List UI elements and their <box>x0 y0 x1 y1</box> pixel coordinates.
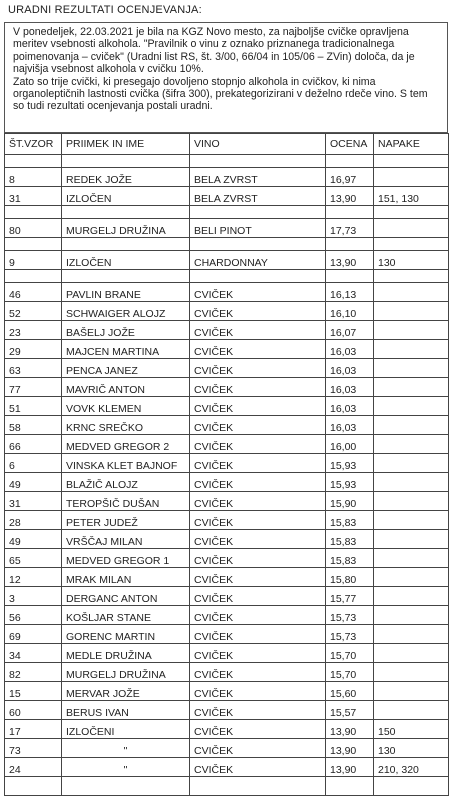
column-header: VINO <box>190 134 326 155</box>
spacer-row <box>5 155 449 168</box>
table-row <box>5 682 449 701</box>
sample-number-cell: 31 <box>5 187 62 206</box>
score-cell: 16,07 <box>326 321 374 340</box>
table-row <box>5 587 449 606</box>
sample-number-cell: 69 <box>5 625 62 644</box>
column-header: ŠT.VZOR <box>5 134 62 155</box>
score-cell: 15,73 <box>326 606 374 625</box>
wine-cell: CVIČEK <box>190 625 326 644</box>
faults-cell: 130 <box>374 251 449 270</box>
faults-cell <box>374 416 449 435</box>
table-row <box>5 340 449 359</box>
sample-number-cell: 3 <box>5 587 62 606</box>
faults-cell <box>374 359 449 378</box>
faults-cell: 210, 320 <box>374 758 449 777</box>
wine-cell: CVIČEK <box>190 302 326 321</box>
faults-cell <box>374 321 449 340</box>
table-row <box>5 321 449 340</box>
faults-cell <box>374 606 449 625</box>
faults-cell <box>374 549 449 568</box>
empty-cell <box>374 206 449 219</box>
score-cell: 13,90 <box>326 739 374 758</box>
empty-cell <box>190 206 326 219</box>
empty-cell <box>374 238 449 251</box>
faults-cell <box>374 511 449 530</box>
score-cell: 15,77 <box>326 587 374 606</box>
empty-cell <box>62 206 190 219</box>
empty-cell <box>62 238 190 251</box>
sample-number-cell: 80 <box>5 219 62 238</box>
faults-cell <box>374 340 449 359</box>
name-cell: BLAŽIČ ALOJZ <box>62 473 190 492</box>
score-cell: 16,00 <box>326 435 374 454</box>
name-cell: TEROPŠIČ DUŠAN <box>62 492 190 511</box>
score-cell: 15,83 <box>326 511 374 530</box>
score-cell: 16,13 <box>326 283 374 302</box>
empty-cell <box>190 155 326 168</box>
wine-cell: BELA ZVRST <box>190 168 326 187</box>
name-cell: MEDVED GREGOR 2 <box>62 435 190 454</box>
results-table <box>4 133 449 796</box>
table-row <box>5 473 449 492</box>
sample-number-cell: 73 <box>5 739 62 758</box>
wine-cell: CVIČEK <box>190 682 326 701</box>
wine-cell: CVIČEK <box>190 644 326 663</box>
score-cell <box>326 777 374 796</box>
intro-text: V ponedeljek, 22.03.2021 je bila na KGZ Novo mesto, za najboljše cvičke opravljena meritev vsebnosti alkohola. "Pravilnik o vinu z oznako priznanega tradicionalnega poimenovanja – cviček" (Uradni list RS, št. 3/00, 66/04 in 105/06 – ZVin) določa, da je najvišja vsebnost alkohola v cvičku 10%. Zato so trije cvički, ki presegajo dovoljeno stopnjo alkohola in cvičkov, ki nima organoleptičnih lastnosti cvička (šifra 300), prekategorizirani v deželno rdeče vino. S tem so tudi rezultati ocenjevanja postali uradni. <box>4 22 448 133</box>
faults-cell <box>374 435 449 454</box>
faults-cell: 130 <box>374 739 449 758</box>
faults-cell <box>374 587 449 606</box>
name-cell: SCHWAIGER ALOJZ <box>62 302 190 321</box>
name-cell: PETER JUDEŽ <box>62 511 190 530</box>
sample-number-cell: 49 <box>5 530 62 549</box>
wine-cell: CHARDONNAY <box>190 251 326 270</box>
score-cell: 16,03 <box>326 378 374 397</box>
score-cell: 15,73 <box>326 625 374 644</box>
faults-cell <box>374 644 449 663</box>
table-row <box>5 644 449 663</box>
score-cell: 15,57 <box>326 701 374 720</box>
score-cell: 17,73 <box>326 219 374 238</box>
faults-cell: 151, 130 <box>374 187 449 206</box>
wine-cell: CVIČEK <box>190 416 326 435</box>
empty-cell <box>62 270 190 283</box>
table-header-row <box>5 134 449 155</box>
empty-cell <box>62 155 190 168</box>
wine-cell: CVIČEK <box>190 492 326 511</box>
wine-cell: CVIČEK <box>190 378 326 397</box>
sample-number-cell: 23 <box>5 321 62 340</box>
table-row <box>5 606 449 625</box>
table-row <box>5 454 449 473</box>
empty-cell <box>374 155 449 168</box>
table-row <box>5 492 449 511</box>
table-row <box>5 219 449 238</box>
sample-number-cell: 60 <box>5 701 62 720</box>
table-row <box>5 549 449 568</box>
score-cell: 13,90 <box>326 720 374 739</box>
empty-cell <box>326 155 374 168</box>
table-row <box>5 739 449 758</box>
faults-cell <box>374 625 449 644</box>
score-cell: 16,97 <box>326 168 374 187</box>
faults-cell: 150 <box>374 720 449 739</box>
wine-cell: CVIČEK <box>190 397 326 416</box>
sample-number-cell: 24 <box>5 758 62 777</box>
sample-number-cell: 15 <box>5 682 62 701</box>
faults-cell <box>374 473 449 492</box>
wine-cell <box>190 777 326 796</box>
faults-cell <box>374 663 449 682</box>
faults-cell <box>374 168 449 187</box>
faults-cell <box>374 378 449 397</box>
table-row <box>5 568 449 587</box>
sample-number-cell: 31 <box>5 492 62 511</box>
sample-number-cell: 12 <box>5 568 62 587</box>
name-cell: " <box>62 739 190 758</box>
sample-number-cell: 49 <box>5 473 62 492</box>
empty-cell <box>326 238 374 251</box>
empty-cell <box>5 155 62 168</box>
name-cell: " <box>62 758 190 777</box>
table-row <box>5 435 449 454</box>
spacer-row <box>5 206 449 219</box>
faults-cell <box>374 568 449 587</box>
table-row <box>5 359 449 378</box>
wine-cell: CVIČEK <box>190 701 326 720</box>
table-row <box>5 663 449 682</box>
score-cell: 15,70 <box>326 644 374 663</box>
score-cell: 16,10 <box>326 302 374 321</box>
wine-cell: CVIČEK <box>190 568 326 587</box>
table-row <box>5 187 449 206</box>
table-row <box>5 625 449 644</box>
name-cell: IZLOČEN <box>62 187 190 206</box>
name-cell: VRŠČAJ MILAN <box>62 530 190 549</box>
spacer-row <box>5 238 449 251</box>
sample-number-cell: 58 <box>5 416 62 435</box>
name-cell: IZLOČENI <box>62 720 190 739</box>
table-row <box>5 302 449 321</box>
score-cell: 16,03 <box>326 416 374 435</box>
wine-cell: CVIČEK <box>190 587 326 606</box>
wine-cell: CVIČEK <box>190 530 326 549</box>
score-cell: 16,03 <box>326 397 374 416</box>
sample-number-cell: 34 <box>5 644 62 663</box>
name-cell: BERUS IVAN <box>62 701 190 720</box>
faults-cell <box>374 777 449 796</box>
empty-cell <box>5 270 62 283</box>
table-row <box>5 720 449 739</box>
name-cell: KRNC SREČKO <box>62 416 190 435</box>
faults-cell <box>374 492 449 511</box>
wine-cell: CVIČEK <box>190 321 326 340</box>
table-row <box>5 758 449 777</box>
score-cell: 16,03 <box>326 340 374 359</box>
sample-number-cell: 51 <box>5 397 62 416</box>
sample-number-cell: 46 <box>5 283 62 302</box>
sample-number-cell: 52 <box>5 302 62 321</box>
sample-number-cell: 29 <box>5 340 62 359</box>
wine-cell: BELA ZVRST <box>190 187 326 206</box>
wine-cell: CVIČEK <box>190 511 326 530</box>
column-header: PRIIMEK IN IME <box>62 134 190 155</box>
column-header: OCENA <box>326 134 374 155</box>
faults-cell <box>374 302 449 321</box>
sample-number-cell: 17 <box>5 720 62 739</box>
name-cell: MAVRIČ ANTON <box>62 378 190 397</box>
sample-number-cell: 66 <box>5 435 62 454</box>
name-cell: IZLOČEN <box>62 251 190 270</box>
name-cell: MRAK MILAN <box>62 568 190 587</box>
name-cell: MURGELJ DRUŽINA <box>62 663 190 682</box>
table-row <box>5 168 449 187</box>
name-cell <box>62 777 190 796</box>
name-cell: MURGELJ DRUŽINA <box>62 219 190 238</box>
wine-cell: CVIČEK <box>190 473 326 492</box>
score-cell: 15,93 <box>326 473 374 492</box>
score-cell: 15,60 <box>326 682 374 701</box>
name-cell: GORENC MARTIN <box>62 625 190 644</box>
faults-cell <box>374 397 449 416</box>
sample-number-cell: 8 <box>5 168 62 187</box>
score-cell: 13,90 <box>326 187 374 206</box>
name-cell: MAJCEN MARTINA <box>62 340 190 359</box>
sample-number-cell: 77 <box>5 378 62 397</box>
score-cell: 15,83 <box>326 530 374 549</box>
sample-number-cell: 65 <box>5 549 62 568</box>
wine-cell: CVIČEK <box>190 549 326 568</box>
sample-number-cell: 63 <box>5 359 62 378</box>
name-cell: MERVAR JOŽE <box>62 682 190 701</box>
name-cell: VINSKA KLET BAJNOF <box>62 454 190 473</box>
table-row <box>5 397 449 416</box>
wine-cell: CVIČEK <box>190 720 326 739</box>
name-cell: BAŠELJ JOŽE <box>62 321 190 340</box>
name-cell: MEDLE DRUŽINA <box>62 644 190 663</box>
wine-cell: CVIČEK <box>190 340 326 359</box>
faults-cell <box>374 682 449 701</box>
score-cell: 15,83 <box>326 549 374 568</box>
name-cell: DERGANC ANTON <box>62 587 190 606</box>
score-cell: 13,90 <box>326 758 374 777</box>
table-row <box>5 251 449 270</box>
wine-cell: CVIČEK <box>190 454 326 473</box>
page-title: URADNI REZULTATI OCENJEVANJA: <box>8 4 202 16</box>
sample-number-cell: 28 <box>5 511 62 530</box>
wine-cell: CVIČEK <box>190 359 326 378</box>
name-cell: PENCA JANEZ <box>62 359 190 378</box>
faults-cell <box>374 219 449 238</box>
score-cell: 15,90 <box>326 492 374 511</box>
empty-cell <box>190 270 326 283</box>
sample-number-cell: 6 <box>5 454 62 473</box>
name-cell: VOVK KLEMEN <box>62 397 190 416</box>
column-header: NAPAKE <box>374 134 449 155</box>
wine-cell: BELI PINOT <box>190 219 326 238</box>
score-cell: 13,90 <box>326 251 374 270</box>
wine-cell: CVIČEK <box>190 758 326 777</box>
table-row <box>5 283 449 302</box>
name-cell: PAVLIN BRANE <box>62 283 190 302</box>
sample-number-cell <box>5 777 62 796</box>
faults-cell <box>374 530 449 549</box>
score-cell: 15,70 <box>326 663 374 682</box>
faults-cell <box>374 454 449 473</box>
empty-cell <box>374 270 449 283</box>
name-cell: MEDVED GREGOR 1 <box>62 549 190 568</box>
wine-cell: CVIČEK <box>190 435 326 454</box>
table-row <box>5 511 449 530</box>
table-row <box>5 530 449 549</box>
sample-number-cell: 56 <box>5 606 62 625</box>
table-row <box>5 701 449 720</box>
name-cell: KOŠLJAR STANE <box>62 606 190 625</box>
empty-cell <box>5 238 62 251</box>
empty-cell <box>5 206 62 219</box>
name-cell: REDEK JOŽE <box>62 168 190 187</box>
sample-number-cell: 9 <box>5 251 62 270</box>
table-row <box>5 416 449 435</box>
score-cell: 15,93 <box>326 454 374 473</box>
wine-cell: CVIČEK <box>190 283 326 302</box>
table-row <box>5 378 449 397</box>
empty-cell <box>190 238 326 251</box>
sample-number-cell: 82 <box>5 663 62 682</box>
faults-cell <box>374 701 449 720</box>
empty-cell <box>326 270 374 283</box>
score-cell: 15,80 <box>326 568 374 587</box>
empty-cell <box>326 206 374 219</box>
wine-cell: CVIČEK <box>190 739 326 758</box>
score-cell: 16,03 <box>326 359 374 378</box>
table-row <box>5 777 449 796</box>
spacer-row <box>5 270 449 283</box>
faults-cell <box>374 283 449 302</box>
wine-cell: CVIČEK <box>190 606 326 625</box>
wine-cell: CVIČEK <box>190 663 326 682</box>
